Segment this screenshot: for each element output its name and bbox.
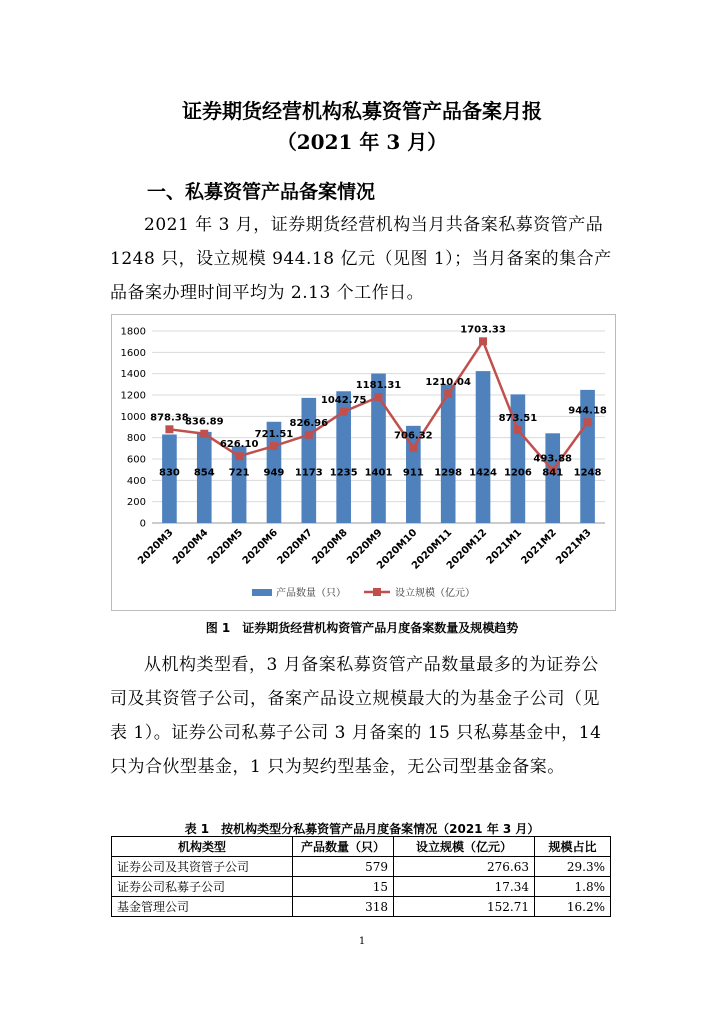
chart-container xyxy=(111,314,616,611)
cell-share: 29.3% xyxy=(535,857,611,877)
y-tick-label: 400 xyxy=(126,475,146,487)
cell-scale: 17.34 xyxy=(394,877,535,897)
x-tick-label: 2020M7 xyxy=(275,527,315,567)
cell-count: 318 xyxy=(293,897,394,917)
line-point xyxy=(409,444,417,452)
cell-type: 证券公司及其资管子公司 xyxy=(112,857,293,877)
count-data-label: 911 xyxy=(402,467,424,479)
line-point xyxy=(200,430,208,438)
line-point xyxy=(444,390,452,398)
cell-count: 15 xyxy=(293,877,394,897)
count-data-label: 854 xyxy=(193,467,215,479)
page-number: 1 xyxy=(358,936,366,947)
line-point xyxy=(479,337,487,345)
y-tick-label: 600 xyxy=(126,454,146,466)
scale-data-label: 721.51 xyxy=(254,429,294,441)
legend-line-label: 设立规模（亿元） xyxy=(395,588,475,599)
count-data-label: 841 xyxy=(542,467,564,479)
figure-caption: 图 1 证券期货经营机构资管产品月度备案数量及规模趋势 xyxy=(205,621,519,635)
paragraph-summary: 2021 年 3 月，证券期货经营机构当月共备案私募资管产品 1248 只，设立规模 944.18 亿元（见图 1）；当月备案的集合产品备案办理时间平均为 2.13 个工作日。 xyxy=(110,215,612,303)
scale-data-label: 1703.33 xyxy=(460,324,506,336)
y-tick-label: 200 xyxy=(126,497,146,509)
scale-data-label: 878.38 xyxy=(150,412,189,424)
x-tick-label: 2021M1 xyxy=(484,527,525,567)
scale-data-label: 1042.75 xyxy=(320,394,367,406)
cell-share: 1.8% xyxy=(535,877,611,897)
report-title: 证券期货经营机构私募资管产品备案月报 xyxy=(182,99,542,123)
y-tick-label: 1200 xyxy=(120,390,146,402)
line-point xyxy=(375,393,383,401)
table-row xyxy=(112,857,611,877)
count-data-label: 1424 xyxy=(469,467,497,479)
report-subtitle-date: （2021 年 3 月） xyxy=(276,130,448,154)
cell-scale: 276.63 xyxy=(394,857,535,877)
x-tick-label: 2020M10 xyxy=(375,527,420,572)
y-tick-label: 0 xyxy=(139,518,146,530)
line-point xyxy=(270,442,278,450)
x-tick-label: 2020M12 xyxy=(444,527,490,572)
table-caption: 表 1 按机构类型分私募资管产品月度备案情况（2021 年 3 月） xyxy=(184,822,540,836)
line-point xyxy=(235,452,243,460)
cell-share: 16.2% xyxy=(535,897,611,917)
y-tick-label: 1600 xyxy=(120,347,146,359)
combo-chart xyxy=(112,315,615,610)
institution-table xyxy=(111,836,611,917)
y-tick-label: 1400 xyxy=(120,369,146,381)
header-share: 规模占比 xyxy=(535,837,611,857)
x-tick-label: 2020M3 xyxy=(136,527,176,567)
x-tick-label: 2020M5 xyxy=(205,527,246,567)
cell-type: 基金管理公司 xyxy=(112,897,293,917)
header-count: 产品数量（只） xyxy=(293,837,394,857)
table-row xyxy=(112,897,611,917)
y-tick-label: 1800 xyxy=(120,326,146,338)
line-point xyxy=(514,426,522,434)
scale-data-label: 493.88 xyxy=(533,453,573,465)
legend-bar-swatch xyxy=(252,589,272,596)
count-data-label: 1235 xyxy=(329,467,358,479)
count-data-label: 1401 xyxy=(364,467,393,479)
y-tick-label: 1000 xyxy=(120,411,146,423)
header-scale: 设立规模（亿元） xyxy=(394,837,535,857)
count-data-label: 830 xyxy=(158,467,180,479)
scale-data-label: 706.32 xyxy=(394,430,433,442)
scale-data-label: 836.89 xyxy=(184,416,224,428)
scale-data-label: 873.51 xyxy=(498,412,538,424)
x-tick-label: 2021M2 xyxy=(519,527,559,567)
line-point xyxy=(584,418,592,426)
section-heading: 一、私募资管产品备案情况 xyxy=(147,181,376,203)
y-tick-label: 800 xyxy=(126,433,146,445)
scale-data-label: 944.18 xyxy=(568,405,607,417)
bar xyxy=(301,398,316,523)
scale-data-label: 1181.31 xyxy=(355,379,402,391)
x-tick-label: 2020M9 xyxy=(345,527,385,567)
bar xyxy=(441,385,456,523)
x-tick-label: 2020M8 xyxy=(310,527,350,567)
bar xyxy=(476,371,491,523)
scale-data-label: 1210.04 xyxy=(425,376,471,388)
legend-line-marker xyxy=(373,588,381,596)
line-point xyxy=(305,431,313,439)
line-point xyxy=(340,408,348,416)
count-data-label: 949 xyxy=(263,467,285,479)
header-type: 机构类型 xyxy=(112,837,293,857)
cell-count: 579 xyxy=(293,857,394,877)
x-tick-label: 2021M3 xyxy=(554,527,594,567)
table-row xyxy=(112,877,611,897)
cell-scale: 152.71 xyxy=(394,897,535,917)
scale-data-label: 826.96 xyxy=(289,417,329,429)
table-header-row xyxy=(112,837,611,857)
count-data-label: 1248 xyxy=(573,467,602,479)
x-tick-label: 2020M4 xyxy=(170,527,211,567)
paragraph-institution: 从机构类型看，3 月备案私募资管产品数量最多的为证券公司及其资管子公司，备案产品设立规模最大的为基金子公司（见表 1）。证券公司私募子公司 3 月备案的 15 只私募基金中，14 只为合伙型基金，1 只为契约型基金，无公司型基金备案。 xyxy=(110,655,602,777)
bar xyxy=(162,434,177,523)
line-point xyxy=(165,425,173,433)
scale-data-label: 626.10 xyxy=(219,439,259,451)
count-data-label: 1173 xyxy=(294,467,323,479)
x-tick-label: 2020M11 xyxy=(409,527,455,572)
count-data-label: 721 xyxy=(228,467,250,479)
legend-bar-label: 产品数量（只） xyxy=(276,588,346,599)
x-tick-label: 2020M6 xyxy=(240,527,281,567)
count-data-label: 1298 xyxy=(434,467,463,479)
count-data-label: 1206 xyxy=(503,467,532,479)
cell-type: 证券公司私募子公司 xyxy=(112,877,293,897)
